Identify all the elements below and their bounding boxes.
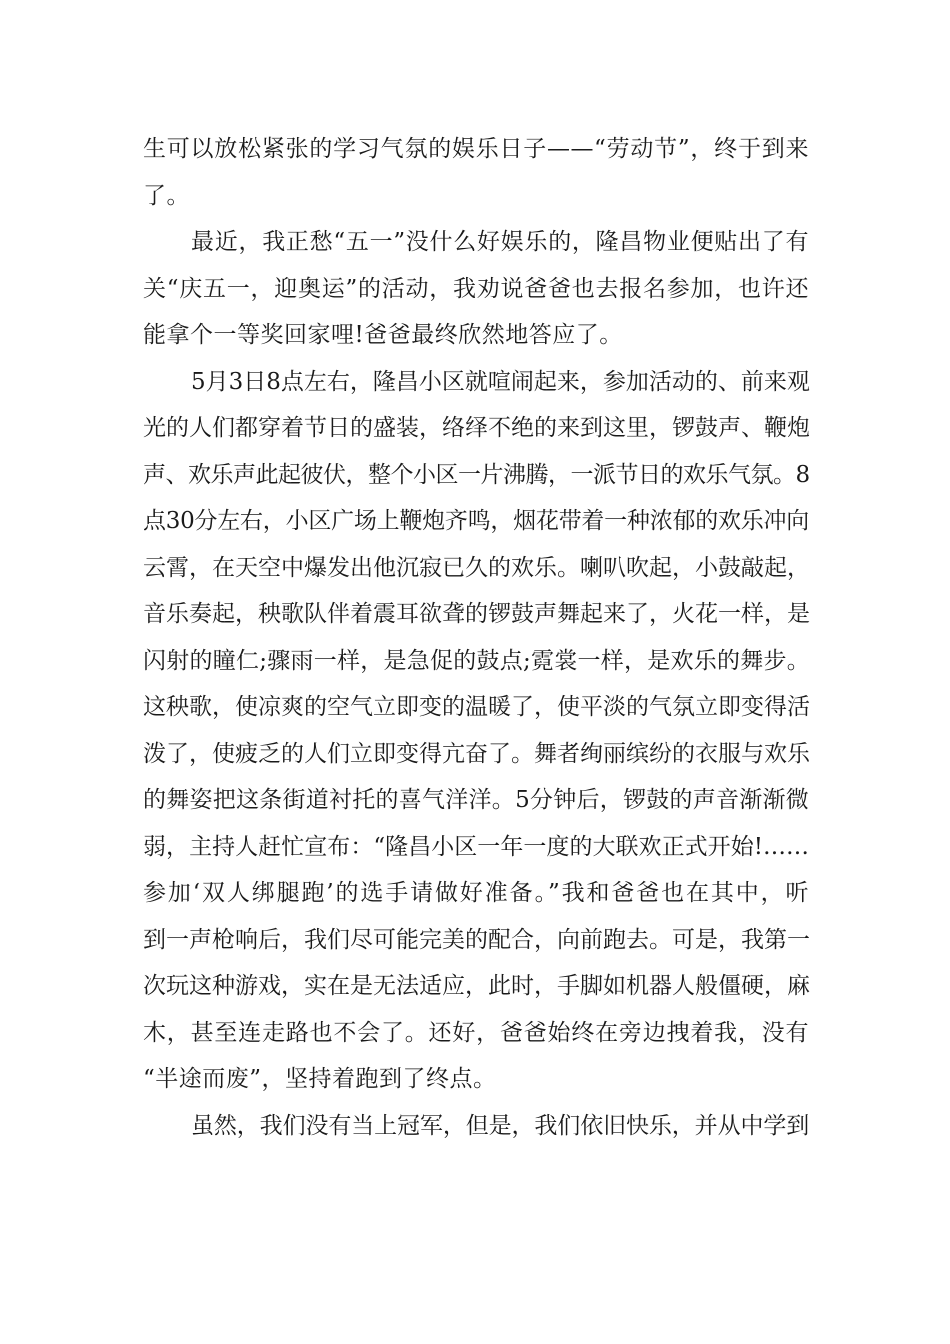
text-line: 点30分左右，小区广场上鞭炮齐鸣，烟花带着一种浓郁的欢乐冲向 xyxy=(143,508,809,534)
text-line: 木，甚至连走路也不会了。还好，爸爸始终在旁边拽着我，没有 xyxy=(143,1019,809,1046)
paragraph-start-line: 最近，我正愁“五一”没什么好娱乐的，隆昌物业便贴出了有 xyxy=(191,229,809,255)
text-line: 云霄，在天空中爆发出他沉寂已久的欢乐。喇叭吹起，小鼓敲起， xyxy=(143,554,810,581)
text-line: “半途而废”，坚持着跑到了终点。 xyxy=(143,1066,497,1092)
paragraph-start-line: 5月3日8点左右，隆昌小区就喧闹起来，参加活动的、前来观 xyxy=(191,368,810,395)
paragraph-start-line: 虽然，我们没有当上冠军，但是，我们依旧快乐，并从中学到 xyxy=(191,1112,809,1139)
article-body xyxy=(143,126,809,1149)
text-line: 关“庆五一，迎奥运”的活动，我劝说爸爸也去报名参加，也许还 xyxy=(143,275,809,302)
text-line: 能拿个一等奖回家哩!爸爸最终欣然地答应了。 xyxy=(143,322,623,348)
text-line: 弱，主持人赶忙宣布：“隆昌小区一年一度的大联欢正式开始!…… xyxy=(143,833,809,860)
text-line: 泼了，使疲乏的人们立即变得亢奋了。舞者绚丽缤纷的衣服与欢乐 xyxy=(143,740,810,767)
text-line: 音乐奏起，秧歌队伴着震耳欲聋的锣鼓声舞起来了，火花一样，是 xyxy=(143,601,810,627)
text-line: 生可以放松紧张的学习气氛的娱乐日子——“劳动节”，终于到来 xyxy=(143,136,809,162)
text-line: 参加‘双人绑腿跑’的选手请做好准备。”我和爸爸也在其中，听 xyxy=(143,880,809,906)
text-line: 闪射的瞳仁;骤雨一样，是急促的鼓点;霓裳一样，是欢乐的舞步。 xyxy=(143,647,810,674)
text-line: 到一声枪响后，我们尽可能完美的配合，向前跑去。可是，我第一 xyxy=(143,926,810,953)
text-line: 这秧歌，使凉爽的空气立即变的温暖了，使平淡的气氛立即变得活 xyxy=(143,694,810,720)
text-line: 光的人们都穿着节日的盛装，络绎不绝的来到这里，锣鼓声、鞭炮 xyxy=(143,415,810,441)
text-line: 次玩这种游戏，实在是无法适应，此时，手脚如机器人般僵硬，麻 xyxy=(143,973,810,999)
text-line: 声、欢乐声此起彼伏，整个小区一片沸腾，一派节日的欢乐气氛。8 xyxy=(143,461,810,488)
text-line: 的舞姿把这条街道衬托的喜气洋洋。5分钟后，锣鼓的声音渐渐微 xyxy=(143,787,809,813)
text-line: 了。 xyxy=(143,182,190,209)
